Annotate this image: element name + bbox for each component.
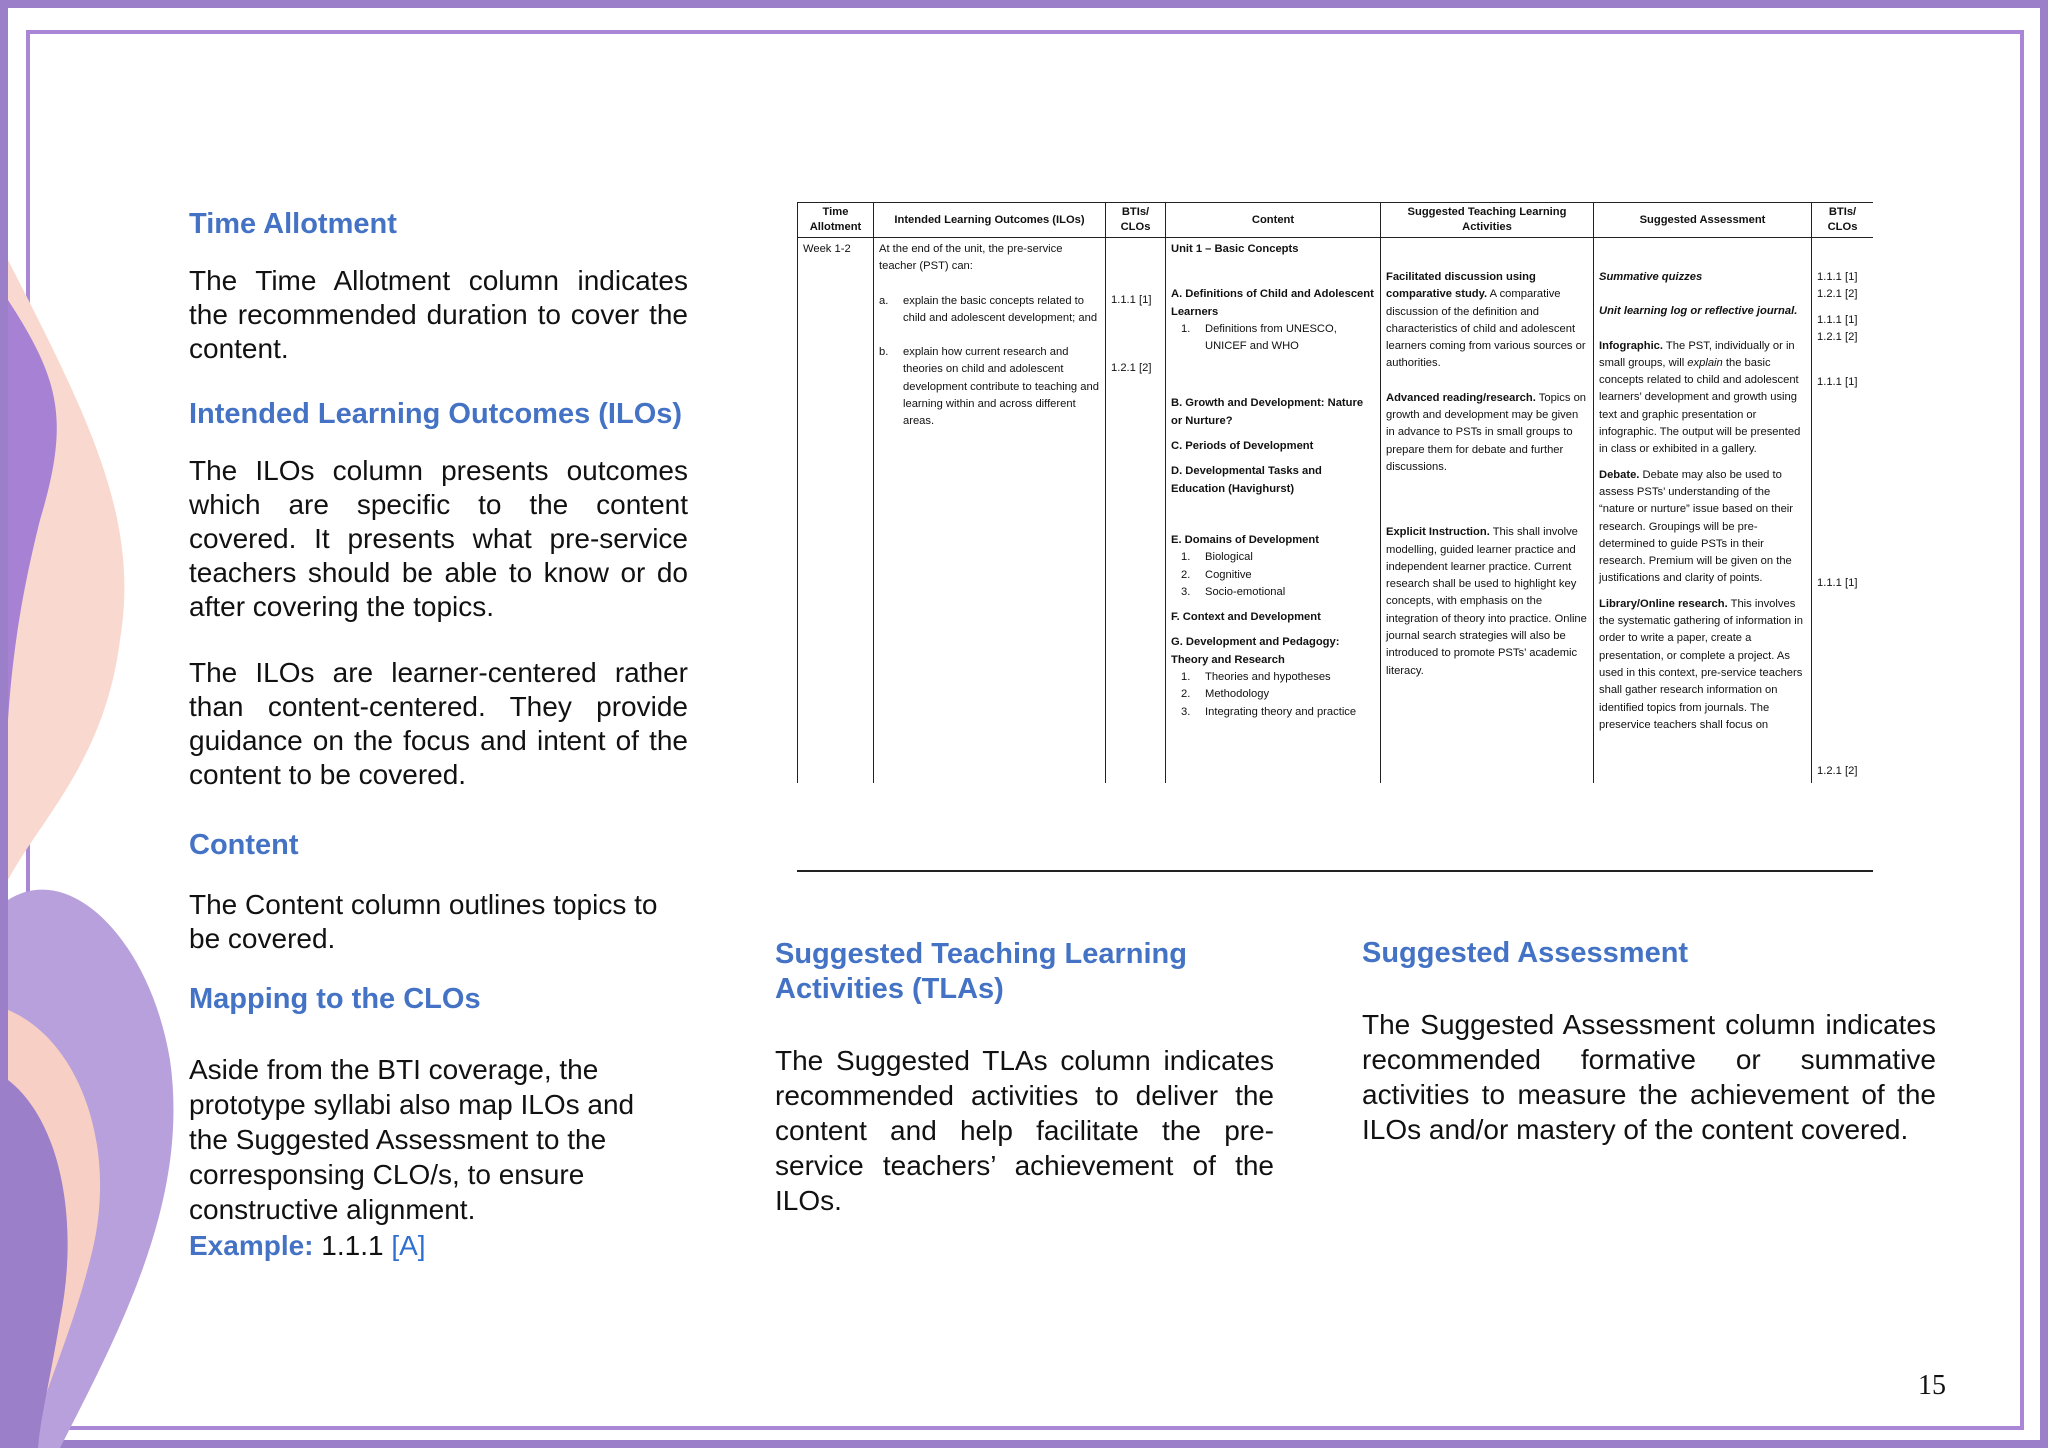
tla-2-label: Advanced reading/research.	[1386, 391, 1536, 404]
tla-title	[775, 937, 1187, 1007]
content-a-1	[1171, 321, 1375, 356]
bti-right-3: 1.1.1 [1]	[1817, 313, 1858, 326]
syllabus-table	[797, 202, 1873, 783]
tla-1-label: Facilitated discussion using comparative study.	[1386, 271, 1536, 301]
ilo-a-marker: a.	[879, 294, 889, 307]
content-a-1-marker: 1.	[1181, 322, 1191, 335]
assessment-3-text-b: the basic concepts related to child and adolescent learners’ development and growth using text and graphic presentation or infographic. The output will be presented in class or exhibited in a gallery.	[1599, 356, 1801, 456]
page-number: 15	[1918, 1370, 1946, 1401]
content-g-1	[1171, 669, 1375, 686]
bti-1: 1.1.1 [1]	[1111, 294, 1152, 306]
content-e-2-text: Cognitive	[1205, 568, 1252, 581]
header-content: Content	[1166, 203, 1381, 238]
content-g-1-text: Theories and hypotheses	[1205, 671, 1331, 684]
time-allotment-title: Time Allotment	[189, 208, 397, 240]
assessment-3-italic: explain	[1687, 356, 1723, 369]
table-bottom-border	[797, 870, 1873, 872]
bti-right-7: 1.2.1 [2]	[1817, 764, 1858, 777]
content-text: The Content column outlines topics to be covered.	[189, 889, 658, 954]
cell-content	[1166, 238, 1381, 784]
cell-ilos	[874, 238, 1106, 784]
ilo-text-2: The ILOs are learner-centered rather than content-centered. They provide guidance on the focus and intent of the content to be covered.	[189, 657, 688, 790]
ilo-item-b	[879, 344, 1100, 430]
decorative-swoosh	[0, 0, 200, 1448]
header-time-allotment: Time Allotment	[798, 203, 874, 238]
ilo-intro: At the end of the unit, the pre-service teacher (PST) can:	[879, 243, 1063, 273]
tla-text: The Suggested TLAs column indicates recommended activities to deliver the content and help facilitate the pre-service teachers’ achievement of the ILOs.	[775, 1045, 1274, 1216]
ilo-a-text: explain the basic concepts related to child and adolescent development; and	[903, 294, 1098, 324]
table-row	[798, 238, 1874, 784]
tla-title-line-1: Suggested Teaching Learning	[775, 938, 1187, 970]
content-g-2	[1171, 686, 1375, 703]
content-e-1-marker: 1.	[1181, 551, 1191, 564]
header-btis-clos-2: BTIs/ CLOs	[1812, 203, 1874, 238]
cell-assessment	[1594, 238, 1812, 784]
assessment-5-text: This involves the systematic gathering of information in order to write a paper, create a presentation, or complete a project. As used in this context, pre-service teachers shall gather research information on identified topics from journals. The preservice teachers shall focus on	[1599, 597, 1803, 731]
assessment-4-text: Debate may also be used to assess PSTs’ understanding of the “nature or nurture” issue based on their research. Groupings will be pre-determined to guide PSTs in their research. Premium will be given on the justifications and clarity of points.	[1599, 468, 1794, 585]
content-g-2-text: Methodology	[1205, 688, 1270, 701]
assessment-1: Summative quizzes	[1599, 271, 1703, 283]
bti-right-6: 1.1.1 [1]	[1817, 577, 1858, 590]
content-f: F. Context and Development	[1171, 611, 1321, 624]
header-ilos: Intended Learning Outcomes (ILOs)	[874, 203, 1106, 238]
content-d: D. Developmental Tasks and Education (Havighurst)	[1171, 465, 1322, 495]
assessment-4-label: Debate.	[1599, 468, 1640, 481]
content-g-3-marker: 3.	[1181, 705, 1191, 718]
content-g-2-marker: 2.	[1181, 688, 1191, 701]
header-assessment: Suggested Assessment	[1594, 203, 1812, 238]
time-allotment-text: The Time Allotment column indicates the recommended duration to cover the content.	[189, 265, 688, 364]
tla-item-3	[1386, 524, 1588, 680]
assessment-3-text-a: The PST, individually or in small groups, will	[1599, 339, 1795, 369]
content-a-1-text: Definitions from UNESCO, UNICEF and WHO	[1205, 322, 1337, 353]
header-tlas: Suggested Teaching Learning Activities	[1381, 203, 1594, 238]
content-title: Content	[189, 829, 299, 861]
cell-btis	[1106, 238, 1166, 784]
bti-right-2: 1.2.1 [2]	[1817, 288, 1858, 301]
bti-right-1: 1.1.1 [1]	[1817, 271, 1858, 283]
cell-btis-right	[1812, 238, 1874, 784]
content-e-1-text: Biological	[1205, 551, 1253, 564]
content-e-3-text: Socio-emotional	[1205, 585, 1286, 598]
assessment-3-label: Infographic.	[1599, 339, 1664, 352]
week-label: Week 1-2	[803, 243, 851, 255]
tla-title-line-2: Activities (TLAs)	[775, 973, 1004, 1005]
ilo-b-text: explain how current research and theories on child and adolescent development contribute to teaching and learning within and across different areas.	[903, 346, 1099, 428]
ilo-b-marker: b.	[879, 346, 889, 359]
content-b: B. Growth and Development: Nature or Nurture?	[1171, 397, 1364, 427]
tla-item-2	[1386, 390, 1588, 476]
tla-3-label: Explicit Instruction.	[1386, 526, 1490, 539]
header-btis-clos: BTIs/ CLOs	[1106, 203, 1166, 238]
assessment-5-label: Library/Online research.	[1599, 597, 1728, 610]
tla-3-text: This shall involve modelling, guided learner practice and independent learner practice. Current research shall be used to highlight key concepts, with emphasis on the integration of theory into practice. Online journal search strategies will also be introduced to promote PSTs’ academic literacy.	[1386, 526, 1587, 677]
assessment-text: The Suggested Assessment column indicates recommended formative or summative activities to measure the achievement of the ILOs and/or mastery of the content covered.	[1362, 1009, 1936, 1145]
ilo-title: Intended Learning Outcomes (ILOs)	[189, 398, 683, 430]
tla-1-text: A comparative discussion of the definition and characteristics of child and adolescent learners coming from various sources or authorities.	[1386, 288, 1586, 370]
syllabus-table-image	[797, 202, 1873, 872]
content-e-2	[1171, 567, 1375, 584]
cell-tlas	[1381, 238, 1594, 784]
table-header-row	[798, 203, 1874, 238]
content-g-3-text: Integrating theory and practice	[1205, 705, 1357, 718]
mapping-example	[189, 1229, 589, 1263]
content-e: E. Domains of Development	[1171, 533, 1319, 546]
content-g-1-marker: 1.	[1181, 671, 1191, 684]
content-g: G. Development and Pedagogy: Theory and Research	[1171, 636, 1340, 666]
assessment-3	[1599, 338, 1806, 459]
content-e-2-marker: 2.	[1181, 568, 1191, 581]
assessment-title: Suggested Assessment	[1362, 937, 1689, 969]
content-e-3-marker: 3.	[1181, 585, 1191, 598]
assessment-4	[1599, 467, 1806, 588]
tla-item-1	[1386, 269, 1588, 373]
assessment-2: Unit learning log or reflective journal.	[1599, 305, 1798, 318]
example-value: 1.1.1	[321, 1230, 384, 1261]
content-c: C. Periods of Development	[1171, 440, 1314, 453]
tla-2-text: Topics on growth and development may be given in advance to PSTs in small groups to prepare them for debate and further discussions.	[1386, 391, 1587, 473]
example-label: Example:	[189, 1230, 314, 1261]
bti-2: 1.2.1 [2]	[1111, 362, 1152, 375]
content-g-3	[1171, 704, 1375, 721]
bti-right-4: 1.2.1 [2]	[1817, 330, 1858, 343]
ilo-text-1: The ILOs column presents outcomes which are specific to the content covered. It presents what pre-service teachers should be able to know or do after covering the topics.	[189, 455, 688, 622]
content-a: A. Definitions of Child and Adolescent Learners	[1171, 288, 1374, 318]
bti-right-5: 1.1.1 [1]	[1817, 376, 1858, 389]
mapping-text: Aside from the BTI coverage, the prototype syllabi also map ILOs and the Suggested Assessment to the corresponsing CLO/s, to ensure constructive alignment.	[189, 1054, 635, 1225]
content-e-3	[1171, 584, 1375, 601]
mapping-title: Mapping to the CLOs	[189, 983, 481, 1015]
content-e-1	[1171, 549, 1375, 566]
ilo-item-a	[879, 293, 1100, 328]
unit-title: Unit 1 – Basic Concepts	[1171, 243, 1299, 255]
example-tag: [A]	[391, 1230, 426, 1261]
cell-week	[798, 238, 874, 784]
assessment-5	[1599, 596, 1806, 734]
